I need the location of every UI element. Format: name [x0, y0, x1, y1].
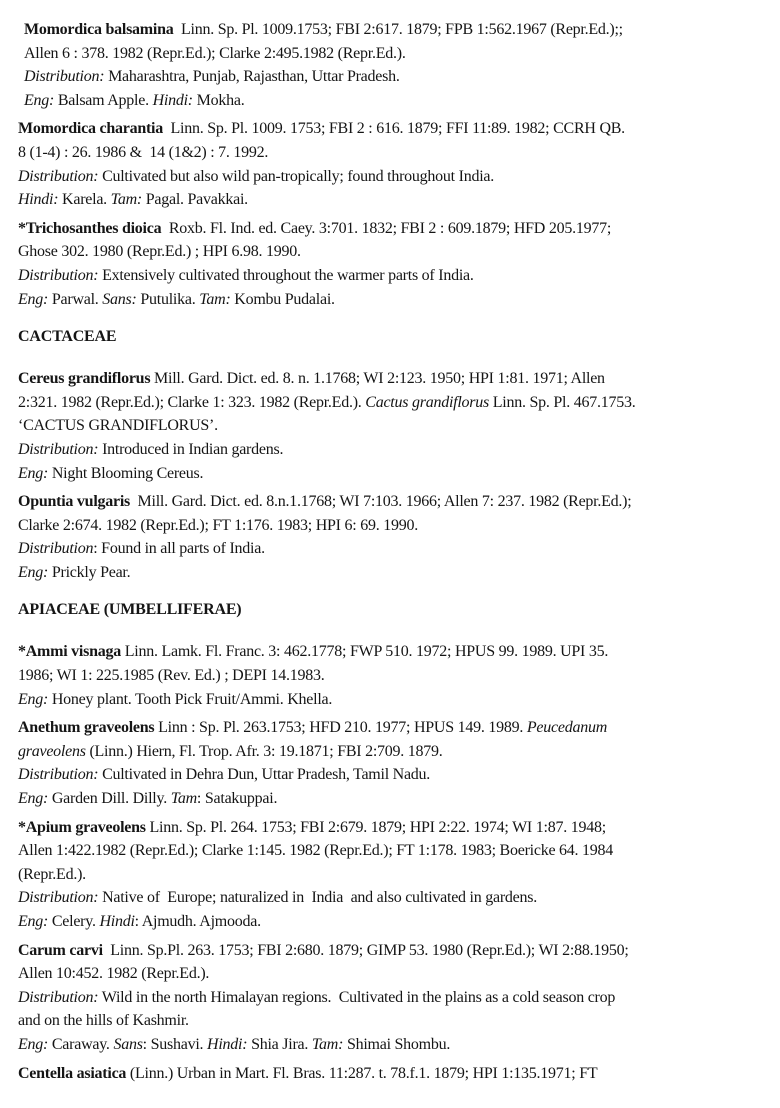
text-line — [18, 664, 778, 688]
species-name: Anethum graveolens — [18, 719, 155, 737]
text-run: Night Blooming Cereus. — [48, 464, 204, 482]
text-run: Shimai Shombu. — [343, 1035, 451, 1053]
text-line — [18, 165, 778, 189]
text-line — [18, 886, 778, 910]
text-run: Putulika. — [136, 290, 200, 308]
text-run: Balsam Apple. — [54, 91, 153, 109]
text-line — [18, 839, 778, 863]
text-run: 1986; WI 1: 225.1985 (Rev. Ed.) ; DEPI 14.1983. — [18, 667, 325, 685]
text-run: ‘CACTUS GRANDIFLORUS’. — [18, 417, 218, 435]
text-run: Parwal. — [48, 290, 103, 308]
text-run: Linn. Sp.Pl. 263. 1753; FBI 2:680. 1879; GIMP 53. 1980 (Repr.Ed.); WI 2:88.1950; — [102, 941, 629, 959]
field-label: Distribution: — [18, 266, 99, 284]
text-run: Kombu Pudalai. — [230, 290, 335, 308]
field-label: Distribution: — [18, 889, 99, 907]
text-line — [18, 939, 778, 963]
field-label: Eng: — [18, 790, 49, 808]
family-heading: CACTACEAE — [18, 328, 117, 346]
text-line — [18, 740, 778, 764]
text-line — [18, 688, 778, 712]
species-name: *Apium graveolens — [18, 818, 146, 836]
text-line — [18, 288, 778, 312]
field-label: Distribution: — [18, 167, 99, 185]
species-name: Carum carvi — [18, 941, 103, 959]
field-label: Sans: — [102, 290, 137, 308]
field-label: graveolens — [18, 742, 86, 760]
text-line — [18, 414, 778, 438]
text-line — [24, 18, 778, 42]
text-line — [18, 188, 778, 212]
text-line — [18, 1062, 778, 1086]
species-entry — [18, 217, 778, 311]
field-label: Eng: — [18, 290, 49, 308]
text-run: Allen 6 : 378. 1982 (Repr.Ed.); Clarke 2:495.1982 (Repr.Ed.). — [24, 44, 406, 62]
species-entry — [18, 367, 778, 485]
text-run: Ghose 302. 1980 (Repr.Ed.) ; HPI 6.98. 1990. — [18, 243, 301, 261]
field-label: Hindi: — [152, 91, 193, 109]
text-run: Linn : Sp. Pl. 263.1753; HFD 210. 1977; HPUS 149. 1989. — [154, 719, 527, 737]
text-run: : Ajmudh. Ajmooda. — [134, 913, 261, 930]
text-run: Karela. — [58, 191, 111, 209]
field-label: Tam: — [311, 1035, 344, 1053]
field-label: Distribution: — [24, 68, 105, 86]
text-line — [18, 763, 778, 787]
species-entry — [18, 716, 778, 810]
field-label: Eng: — [18, 913, 49, 930]
text-run: Pagal. Pavakkai. — [141, 191, 248, 209]
text-run: Shia Jira. — [247, 1035, 312, 1053]
species-name: Centella asiatica — [18, 1064, 127, 1082]
text-run: (Repr.Ed.). — [18, 865, 86, 883]
text-run: Cultivated but also wild pan-tropically; found throughout India. — [98, 167, 494, 185]
text-run: Mokha. — [192, 91, 245, 109]
field-label: Tam: — [199, 290, 231, 308]
text-line — [18, 716, 778, 740]
text-line — [24, 65, 778, 89]
field-label: Eng: — [18, 464, 49, 482]
text-line — [18, 438, 778, 462]
species-name: Cereus grandiflorus — [18, 370, 151, 388]
text-line — [18, 863, 778, 887]
text-run: Introduced in Indian gardens. — [98, 440, 284, 458]
species-entry — [18, 117, 778, 211]
field-label: Cactus grandiflorus — [365, 393, 489, 411]
text-line — [18, 367, 778, 391]
species-entry — [18, 939, 778, 1057]
text-run: 2:321. 1982 (Repr.Ed.); Clarke 1: 323. 1982 (Repr.Ed.). — [18, 393, 366, 411]
text-run: Linn. Sp. Pl. 1009.1753; FBI 2:617. 1879; FPB 1:562.1967 (Repr.Ed.);; — [173, 21, 623, 38]
species-name: Momordica balsamina — [24, 21, 174, 38]
text-run: : Sushavi. — [142, 1035, 208, 1053]
field-label: Sans — [113, 1035, 143, 1053]
species-entry — [18, 18, 778, 112]
text-line — [18, 1009, 778, 1033]
text-run: Prickly Pear. — [48, 563, 131, 581]
field-label: Hindi: — [18, 191, 59, 209]
text-run: Wild in the north Himalayan regions. Cultivated in the plains as a cold season crop — [98, 988, 616, 1006]
text-line — [18, 117, 778, 141]
text-run: and on the hills of Kashmir. — [18, 1012, 189, 1030]
text-line — [18, 391, 778, 415]
field-label: Distribution: — [18, 440, 99, 458]
species-name: Momordica charantia — [18, 120, 163, 138]
text-run: Roxb. Fl. Ind. ed. Caey. 3:701. 1832; FBI 2 : 609.1879; HFD 205.1977; — [161, 219, 612, 237]
text-line — [18, 490, 778, 514]
text-run: Linn. Sp. Pl. 264. 1753; FBI 2:679. 1879; HPI 2:22. 1974; WI 1:87. 1948; — [145, 818, 606, 836]
text-line — [18, 514, 778, 538]
document-page — [18, 18, 778, 1090]
text-line — [18, 787, 778, 811]
text-run: Native of Europe; naturalized in India and also cultivated in gardens. — [98, 889, 537, 907]
field-label: Hindi: — [207, 1035, 248, 1053]
text-run: Cultivated in Dehra Dun, Uttar Pradesh, Tamil Nadu. — [98, 766, 431, 784]
text-line — [18, 561, 778, 585]
field-label: Eng: — [18, 1035, 49, 1053]
field-label: Tam — [170, 790, 197, 808]
text-run: Linn. Sp. Pl. 467.1753. — [489, 393, 636, 411]
field-label: Distribution: — [18, 766, 99, 784]
field-label: Distribution — [18, 540, 94, 558]
text-run: Honey plant. Tooth Pick Fruit/Ammi. Khella. — [48, 690, 333, 708]
species-name: Opuntia vulgaris — [18, 493, 131, 511]
text-line — [18, 1033, 778, 1057]
text-run: 8 (1-4) : 26. 1986 & 14 (1&2) : 7. 1992. — [18, 143, 269, 161]
text-line — [18, 217, 778, 241]
text-run: Mill. Gard. Dict. ed. 8. n. 1.1768; WI 2:123. 1950; HPI 1:81. 1971; Allen — [150, 370, 605, 388]
text-line — [24, 89, 778, 113]
text-run: Clarke 2:674. 1982 (Repr.Ed.); FT 1:176. 1983; HPI 6: 69. 1990. — [18, 516, 418, 534]
field-label: Eng: — [18, 690, 49, 708]
text-run: (Linn.) Hiern, Fl. Trop. Afr. 3: 19.1871; FBI 2:709. 1879. — [85, 742, 443, 760]
text-line — [18, 962, 778, 986]
field-label: Tam: — [110, 191, 142, 209]
species-name: *Ammi visnaga — [18, 643, 121, 661]
text-line — [18, 640, 778, 664]
text-run: (Linn.) Urban in Mart. Fl. Bras. 11:287. t. 78.f.1. 1879; HPI 1:135.1971; FT — [126, 1064, 598, 1082]
text-run: Linn. Sp. Pl. 1009. 1753; FBI 2 : 616. 1879; FFI 11:89. 1982; CCRH QB. — [163, 120, 625, 138]
text-run: Mill. Gard. Dict. ed. 8.n.1.1768; WI 7:103. 1966; Allen 7: 237. 1982 (Repr.Ed.); — [130, 493, 632, 511]
species-entry — [18, 816, 778, 934]
species-entry — [18, 1062, 778, 1086]
text-line — [18, 537, 778, 561]
species-name: *Trichosanthes dioica — [18, 219, 162, 237]
field-label: Peucedanum — [526, 719, 607, 737]
species-entry — [18, 490, 778, 584]
text-run: Celery. — [48, 913, 100, 930]
text-run: : Found in all parts of India. — [93, 540, 265, 558]
text-run: Extensively cultivated throughout the warmer parts of India. — [98, 266, 474, 284]
field-label: Eng: — [24, 91, 55, 109]
field-label: Distribution: — [18, 988, 99, 1006]
text-line — [18, 264, 778, 288]
text-run: : Satakuppai. — [196, 790, 278, 808]
text-line — [18, 462, 778, 486]
text-line — [18, 240, 778, 264]
text-run: Maharashtra, Punjab, Rajasthan, Uttar Pradesh. — [104, 68, 400, 86]
text-run: Linn. Lamk. Fl. Franc. 3: 462.1778; FWP 510. 1972; HPUS 99. 1989. UPI 35. — [120, 643, 609, 661]
text-line — [18, 816, 778, 840]
text-line — [18, 141, 778, 165]
species-entry — [18, 640, 778, 711]
text-line — [18, 986, 778, 1010]
text-run: Allen 1:422.1982 (Repr.Ed.); Clarke 1:145. 1982 (Repr.Ed.); FT 1:178. 1983; Boericke 64. 1984 — [18, 842, 614, 860]
text-line — [18, 910, 778, 934]
text-run: Garden Dill. Dilly. — [48, 790, 171, 808]
text-run: Caraway. — [48, 1035, 114, 1053]
field-label: Hindi — [99, 913, 135, 930]
family-heading: APIACEAE (UMBELLIFERAE) — [18, 601, 242, 619]
field-label: Eng: — [18, 563, 49, 581]
text-run: Allen 10:452. 1982 (Repr.Ed.). — [18, 965, 210, 983]
text-line — [24, 42, 778, 66]
